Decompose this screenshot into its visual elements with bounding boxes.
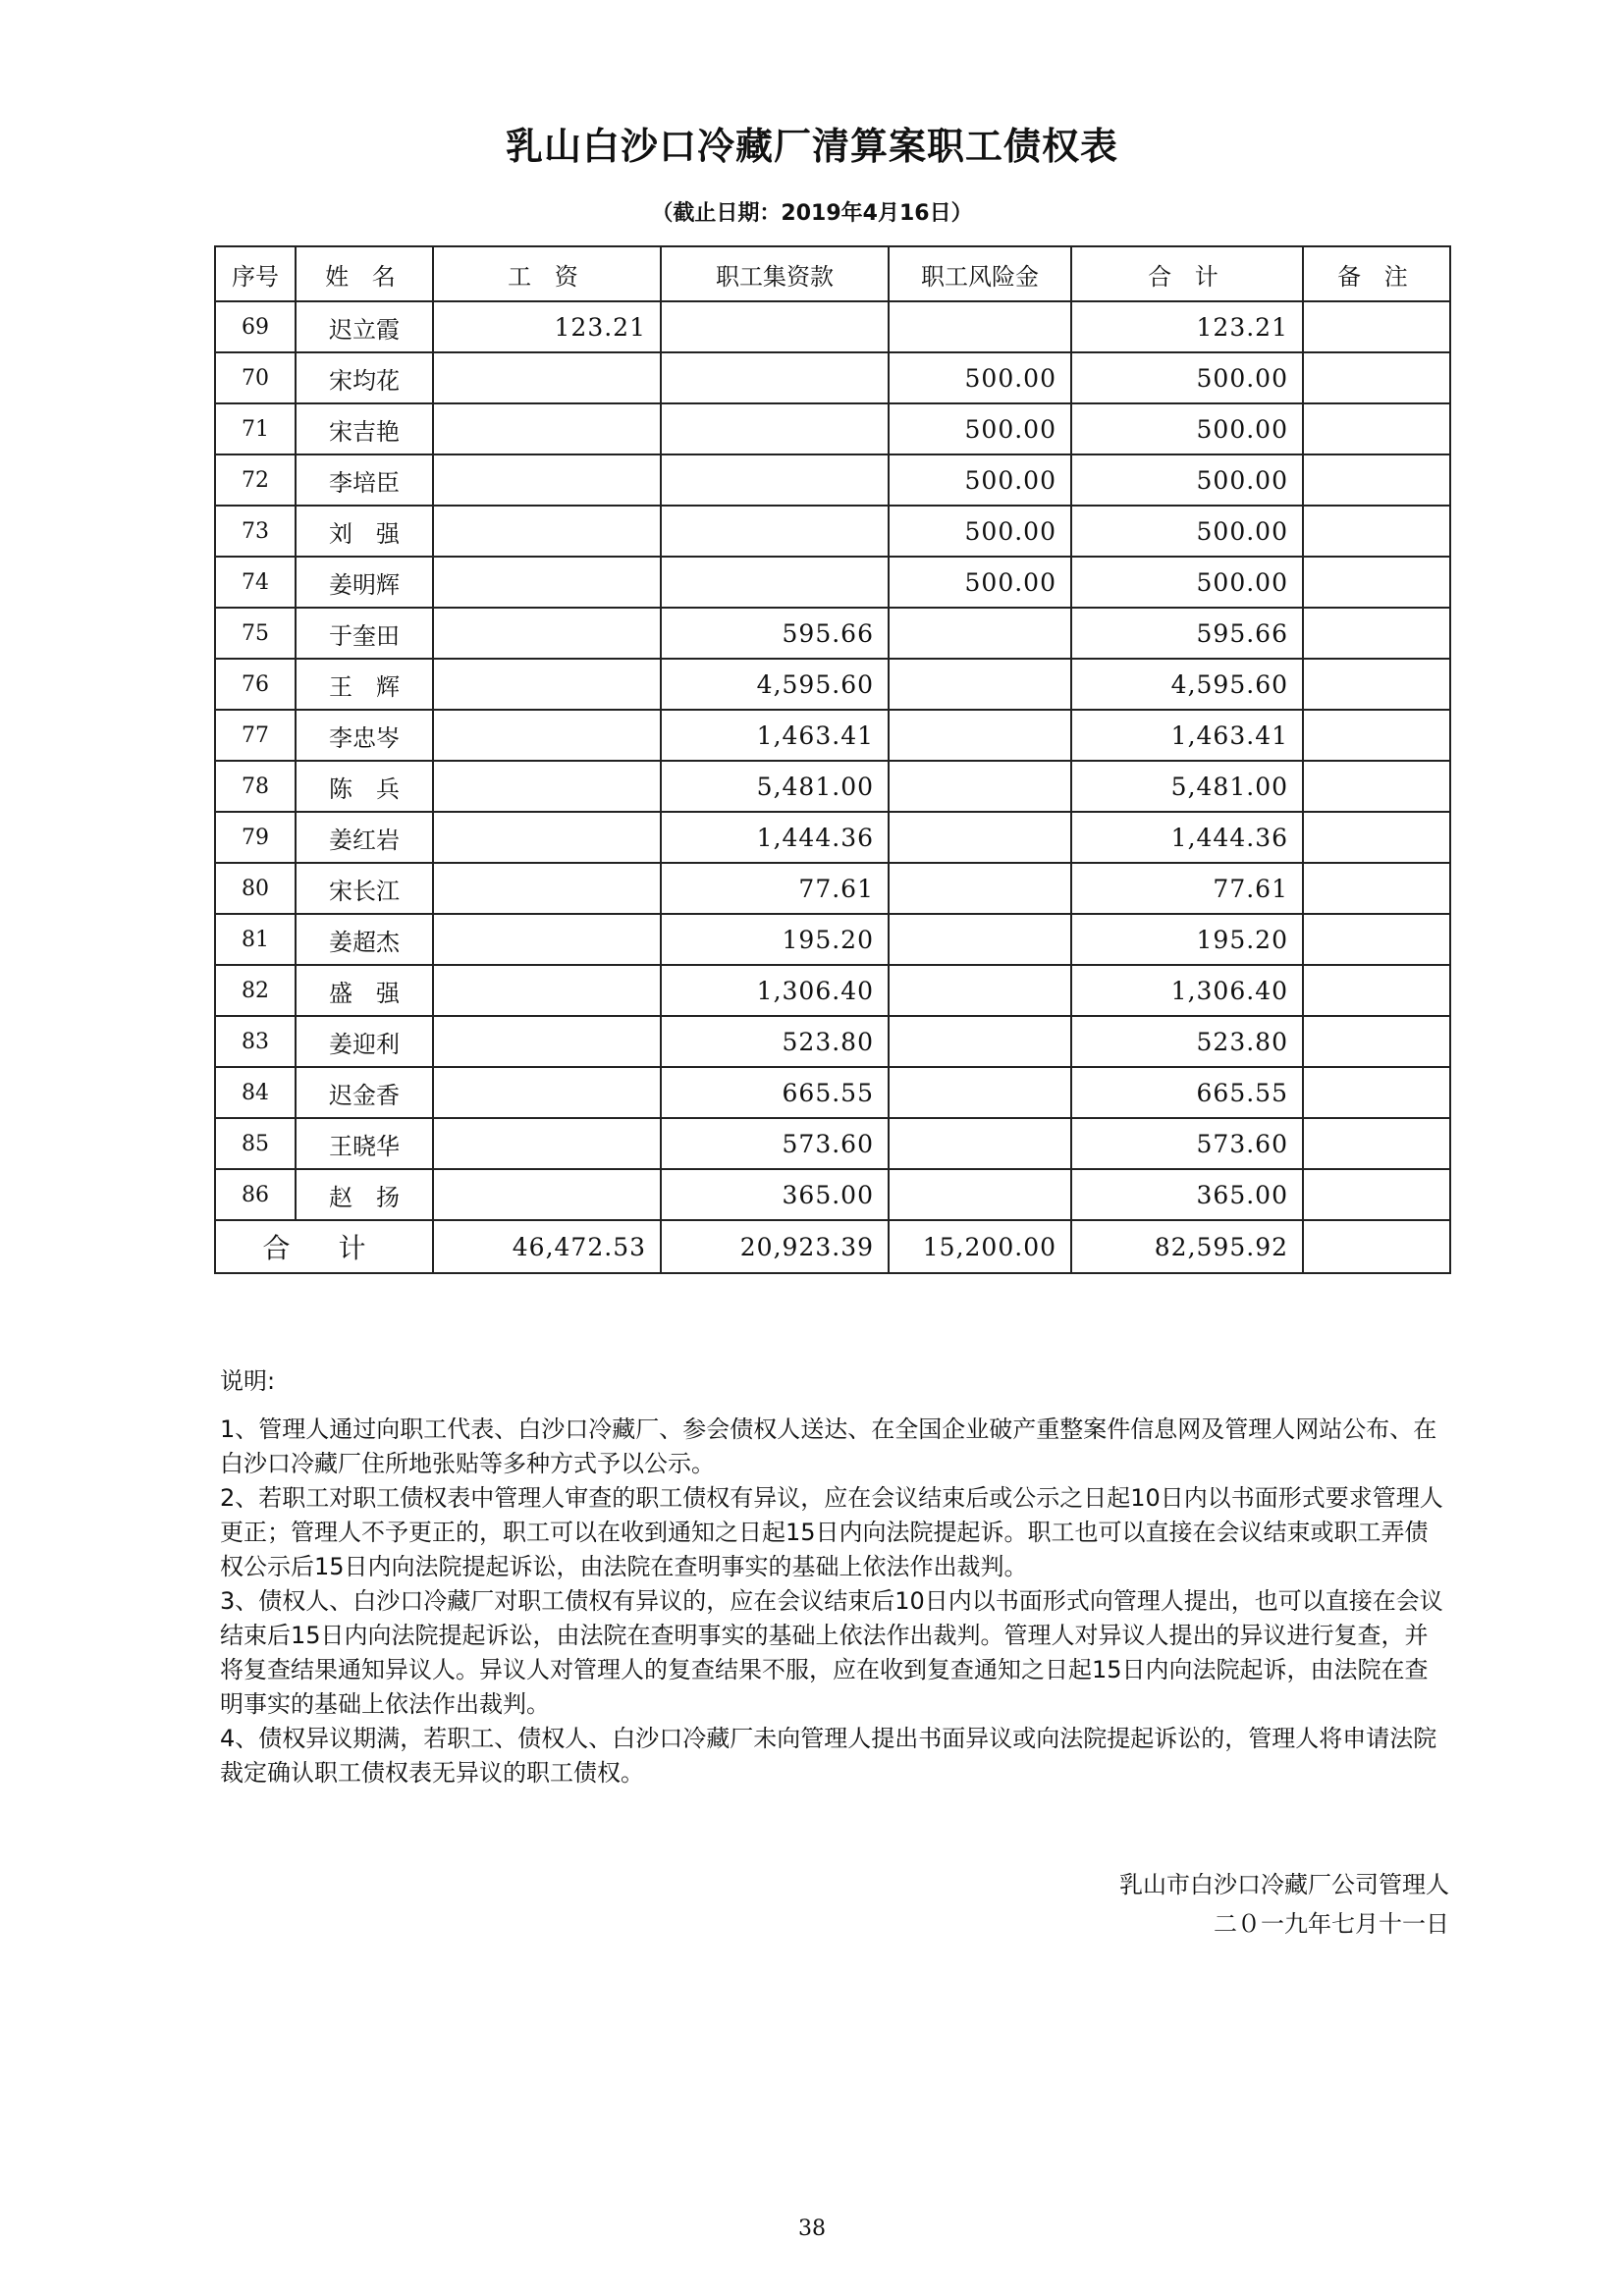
cell-wage: 123.21	[433, 301, 661, 352]
signature-org: 乳山市白沙口冷藏厂公司管理人	[1119, 1871, 1449, 1898]
header-note: 备 注	[1303, 246, 1450, 301]
cell-name: 宋吉艳	[296, 403, 433, 454]
cell-note	[1303, 710, 1450, 761]
cell-wage	[433, 710, 661, 761]
cell-total: 1,444.36	[1071, 812, 1303, 863]
table-row	[215, 812, 1450, 863]
cell-fund: 1,306.40	[661, 965, 889, 1016]
cell-name: 王 辉	[296, 659, 433, 710]
total-wage: 46,472.53	[433, 1220, 661, 1273]
cell-total: 595.66	[1071, 608, 1303, 659]
page-number: 38	[798, 2216, 826, 2241]
cell-risk	[889, 1169, 1071, 1220]
cell-name: 李培臣	[296, 454, 433, 506]
table-row	[215, 761, 1450, 812]
cell-note	[1303, 1169, 1450, 1220]
cell-wage	[433, 1169, 661, 1220]
cell-name: 姜红岩	[296, 812, 433, 863]
table-row	[215, 710, 1450, 761]
cell-note	[1303, 557, 1450, 608]
header-seq: 序号	[215, 246, 296, 301]
table-header-row	[215, 246, 1450, 301]
cell-note	[1303, 1067, 1450, 1118]
signature-block	[1119, 1865, 1449, 1944]
cell-total: 4,595.60	[1071, 659, 1303, 710]
cell-risk	[889, 608, 1071, 659]
cell-note	[1303, 1016, 1450, 1067]
cell-risk	[889, 710, 1071, 761]
cell-risk: 500.00	[889, 454, 1071, 506]
cell-fund	[661, 506, 889, 557]
cell-note	[1303, 301, 1450, 352]
signature-date: 二０一九年七月十一日	[1214, 1910, 1449, 1938]
cell-risk	[889, 812, 1071, 863]
cell-total: 195.20	[1071, 914, 1303, 965]
note-item-3: 3、债权人、白沙口冷藏厂对职工债权有异议的，应在会议结束后10日内以书面形式向管理人提出，也可以直接在会议结束后15日内向法院提起诉讼，由法院在查明事实的基础上依法作出裁判。管理人对异议人提出的异议进行复查，并将复查结果通知异议人。异议人对管理人的复查结果不服，应在收到复查通知之日起15日内向法院起诉，由法院在查明事实的基础上依法作出裁判。	[220, 1587, 1443, 1718]
cell-total: 500.00	[1071, 454, 1303, 506]
cell-fund: 4,595.60	[661, 659, 889, 710]
cell-wage	[433, 506, 661, 557]
cell-risk	[889, 914, 1071, 965]
cell-fund	[661, 352, 889, 403]
cell-fund	[661, 301, 889, 352]
cell-total: 77.61	[1071, 863, 1303, 914]
cell-total: 573.60	[1071, 1118, 1303, 1169]
cell-name: 姜明辉	[296, 557, 433, 608]
table-row	[215, 659, 1450, 710]
cell-wage	[433, 557, 661, 608]
cell-wage	[433, 454, 661, 506]
cell-note	[1303, 352, 1450, 403]
cell-note	[1303, 403, 1450, 454]
cell-total: 1,306.40	[1071, 965, 1303, 1016]
cell-risk	[889, 659, 1071, 710]
cell-seq: 82	[215, 965, 296, 1016]
cell-risk: 500.00	[889, 506, 1071, 557]
cell-name: 李忠岑	[296, 710, 433, 761]
cell-total: 523.80	[1071, 1016, 1303, 1067]
cell-seq: 75	[215, 608, 296, 659]
cell-wage	[433, 812, 661, 863]
cell-seq: 86	[215, 1169, 296, 1220]
notes-label: 说明:	[220, 1367, 276, 1395]
cell-fund: 573.60	[661, 1118, 889, 1169]
cell-seq: 73	[215, 506, 296, 557]
document-title: 乳山白沙口冷藏厂清算案职工债权表	[505, 125, 1118, 168]
header-fund: 职工集资款	[661, 246, 889, 301]
cell-risk	[889, 863, 1071, 914]
cell-risk	[889, 301, 1071, 352]
cell-seq: 79	[215, 812, 296, 863]
cell-total: 665.55	[1071, 1067, 1303, 1118]
cell-total: 500.00	[1071, 506, 1303, 557]
cell-risk: 500.00	[889, 352, 1071, 403]
cell-name: 宋均花	[296, 352, 433, 403]
header-total: 合 计	[1071, 246, 1303, 301]
cell-fund: 1,444.36	[661, 812, 889, 863]
cell-note	[1303, 659, 1450, 710]
cell-seq: 69	[215, 301, 296, 352]
cell-total: 5,481.00	[1071, 761, 1303, 812]
cell-note	[1303, 761, 1450, 812]
cell-name: 王晓华	[296, 1118, 433, 1169]
cell-seq: 81	[215, 914, 296, 965]
cell-fund: 595.66	[661, 608, 889, 659]
cell-fund: 77.61	[661, 863, 889, 914]
cell-seq: 80	[215, 863, 296, 914]
cell-risk	[889, 965, 1071, 1016]
note-item-1: 1、管理人通过向职工代表、白沙口冷藏厂、参会债权人送达、在全国企业破产重整案件信息网及管理人网站公布、在白沙口冷藏厂住所地张贴等多种方式予以公示。	[220, 1415, 1437, 1477]
table-row	[215, 1016, 1450, 1067]
cell-note	[1303, 914, 1450, 965]
cell-seq: 84	[215, 1067, 296, 1118]
cell-seq: 74	[215, 557, 296, 608]
table-row	[215, 1067, 1450, 1118]
total-note	[1303, 1220, 1450, 1273]
cell-name: 陈 兵	[296, 761, 433, 812]
cell-seq: 77	[215, 710, 296, 761]
cell-name: 宋长江	[296, 863, 433, 914]
header-name: 姓 名	[296, 246, 433, 301]
table-row	[215, 454, 1450, 506]
cell-note	[1303, 506, 1450, 557]
cell-name: 盛 强	[296, 965, 433, 1016]
cell-wage	[433, 1016, 661, 1067]
cell-seq: 76	[215, 659, 296, 710]
cell-wage	[433, 352, 661, 403]
cell-fund: 365.00	[661, 1169, 889, 1220]
cell-fund: 1,463.41	[661, 710, 889, 761]
cell-total: 365.00	[1071, 1169, 1303, 1220]
cell-wage	[433, 659, 661, 710]
cell-risk	[889, 1016, 1071, 1067]
cell-fund	[661, 403, 889, 454]
note-item-4: 4、债权异议期满，若职工、债权人、白沙口冷藏厂未向管理人提出书面异议或向法院提起诉讼的，管理人将申请法院裁定确认职工债权表无异议的职工债权。	[220, 1725, 1437, 1787]
cell-note	[1303, 863, 1450, 914]
cell-seq: 70	[215, 352, 296, 403]
cell-wage	[433, 965, 661, 1016]
table-row	[215, 1169, 1450, 1220]
cell-name: 赵 扬	[296, 1169, 433, 1220]
cell-wage	[433, 608, 661, 659]
total-label: 合 计	[215, 1220, 433, 1273]
cell-note	[1303, 1118, 1450, 1169]
cell-name: 刘 强	[296, 506, 433, 557]
cell-risk	[889, 1067, 1071, 1118]
note-item-2: 2、若职工对职工债权表中管理人审查的职工债权有异议，应在会议结束后或公示之日起10日内以书面形式要求管理人更正；管理人不予更正的，职工可以在收到通知之日起15日内向法院提起诉。职工也可以直接在会议结束或职工弄债权公示后15日内向法院提起诉讼，由法院在查明事实的基础上依法作出裁判。	[220, 1484, 1443, 1580]
cell-total: 1,463.41	[1071, 710, 1303, 761]
header-wage: 工 资	[433, 246, 661, 301]
cell-fund	[661, 454, 889, 506]
total-sum: 82,595.92	[1071, 1220, 1303, 1273]
table-row	[215, 608, 1450, 659]
cell-name: 于奎田	[296, 608, 433, 659]
cell-fund	[661, 557, 889, 608]
cell-seq: 83	[215, 1016, 296, 1067]
total-row	[215, 1220, 1450, 1273]
document-subtitle: （截止日期：2019年4月16日）	[651, 201, 973, 226]
cell-name: 迟金香	[296, 1067, 433, 1118]
cell-seq: 72	[215, 454, 296, 506]
cell-name: 姜超杰	[296, 914, 433, 965]
table-row	[215, 506, 1450, 557]
table-row	[215, 965, 1450, 1016]
cell-note	[1303, 812, 1450, 863]
total-fund: 20,923.39	[661, 1220, 889, 1273]
cell-fund: 665.55	[661, 1067, 889, 1118]
table-row	[215, 352, 1450, 403]
creditor-table	[214, 245, 1451, 1274]
table-row	[215, 1118, 1450, 1169]
cell-fund: 523.80	[661, 1016, 889, 1067]
notes-section	[220, 1364, 1447, 1790]
cell-risk	[889, 1118, 1071, 1169]
cell-wage	[433, 761, 661, 812]
cell-note	[1303, 965, 1450, 1016]
cell-note	[1303, 608, 1450, 659]
cell-risk: 500.00	[889, 403, 1071, 454]
cell-total: 500.00	[1071, 557, 1303, 608]
total-risk: 15,200.00	[889, 1220, 1071, 1273]
cell-name: 迟立霞	[296, 301, 433, 352]
cell-wage	[433, 914, 661, 965]
table-row	[215, 301, 1450, 352]
cell-seq: 78	[215, 761, 296, 812]
cell-note	[1303, 454, 1450, 506]
cell-wage	[433, 1118, 661, 1169]
cell-fund: 195.20	[661, 914, 889, 965]
cell-name: 姜迎利	[296, 1016, 433, 1067]
table-row	[215, 914, 1450, 965]
cell-risk	[889, 761, 1071, 812]
cell-fund: 5,481.00	[661, 761, 889, 812]
cell-seq: 71	[215, 403, 296, 454]
cell-seq: 85	[215, 1118, 296, 1169]
cell-total: 500.00	[1071, 403, 1303, 454]
table-row	[215, 557, 1450, 608]
cell-wage	[433, 863, 661, 914]
table-row	[215, 863, 1450, 914]
table-row	[215, 403, 1450, 454]
cell-total: 500.00	[1071, 352, 1303, 403]
header-risk: 职工风险金	[889, 246, 1071, 301]
cell-risk: 500.00	[889, 557, 1071, 608]
cell-wage	[433, 403, 661, 454]
cell-total: 123.21	[1071, 301, 1303, 352]
cell-wage	[433, 1067, 661, 1118]
